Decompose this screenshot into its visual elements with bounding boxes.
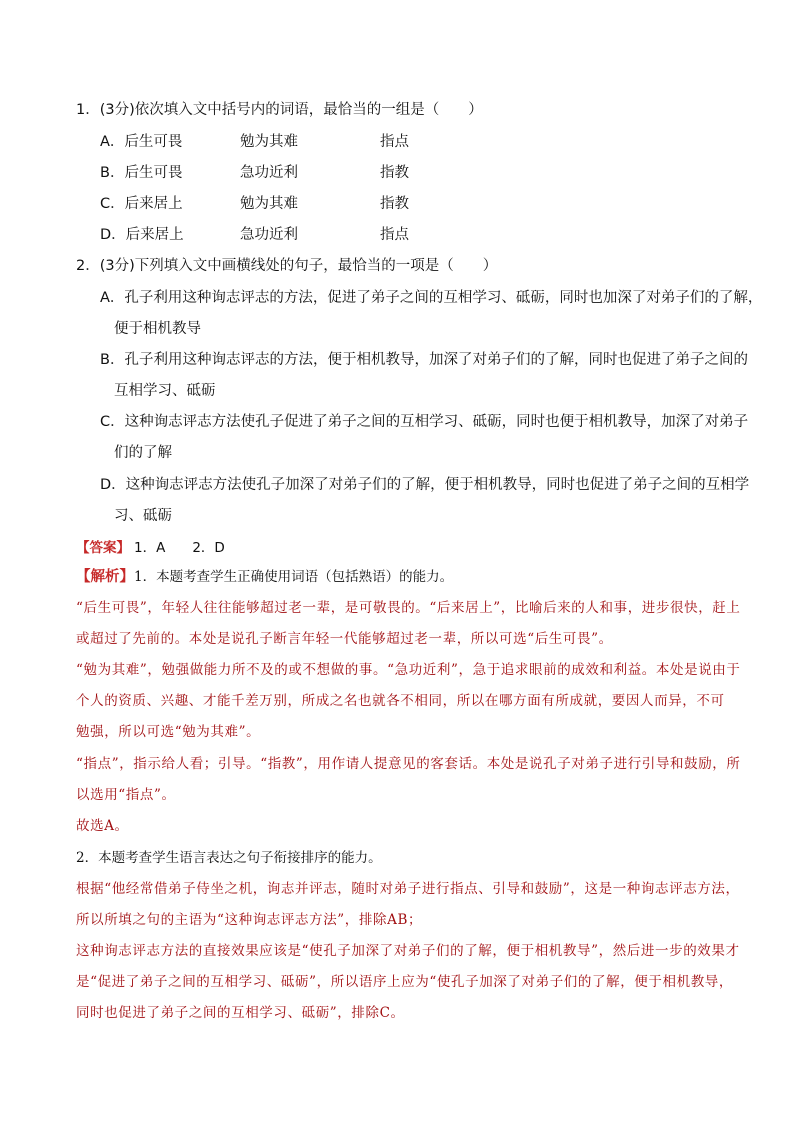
q2-option-d-line2: 习、砥砺 [114,508,172,524]
q1-option-d-col3: 指点 [380,227,409,243]
q1-option-c-col2: 勉为其难 [240,196,298,212]
analysis-line: “后生可畏”，年轻人往往能够超过老一辈，是可敬畏的。“后来居上”，比喻后来的人和事，进步很快，赶上 [76,600,741,616]
analysis-line: 以选用“指点”。 [76,787,176,803]
analysis-line: 或超过了先前的。本处是说孔子断言年轻一代能够超过老一辈，所以可选“后生可畏”。 [76,631,613,647]
analysis-line: 勉强，所以可选“勉为其难”。 [76,724,261,740]
q1-option-c-col3: 指教 [380,196,409,212]
q1-option-b-col1: B．后生可畏 [100,165,183,181]
q1-option-a-col1: A．后生可畏 [100,134,183,150]
analysis-line: 是“促进了弟子之间的互相学习、砥砺”，所以语序上应为“使孔子加深了对弟子们的了解，便于相机教导， [76,974,734,990]
analysis-first: 1．本题考查学生正确使用词语（包括熟语）的能力。 [134,569,454,585]
q1-option-b-col3: 指教 [380,165,409,181]
analysis-tag: 【解析】 [76,569,134,585]
analysis-line: 同时也促进了弟子之间的互相学习、砥砺”，排除C。 [76,1005,405,1021]
q1-option-d-col2: 急功近利 [240,227,298,243]
q2-option-d-line1: D．这种询志评志方法使孔子加深了对弟子们的了解，便于相机教导，同时也促进了弟子之间的互相学 [100,477,750,493]
q2-option-b-line2: 互相学习、砥砺 [114,383,216,399]
q1-option-a-col3: 指点 [380,134,409,150]
q1-option-b-col2: 急功近利 [240,165,298,181]
answer-line [76,538,225,558]
analysis-line: 2．本题考查学生语言表达之句子衔接排序的能力。 [76,850,382,866]
q1-option-d-col1: D．后来居上 [100,227,184,243]
q2-option-a-line2: 便于相机教导 [114,321,201,337]
analysis-line: 故选A。 [76,818,129,834]
q1-option-c-col1: C．后来居上 [100,196,183,212]
q2-option-b-line1: B．孔子利用这种询志评志的方法，便于相机教导，加深了对弟子们的了解，同时也促进了弟子之间的 [100,352,748,368]
q1-option-a-col2: 勉为其难 [240,134,298,150]
analysis-line: “指点”，指示给人看；引导。“指教”，用作请人提意见的客套话。本处是说孔子对弟子进行引导和鼓励，所 [76,756,741,772]
analysis-heading [76,567,453,587]
q2-option-c-line2: 们的了解 [114,445,172,461]
q2-option-a-line1: A．孔子利用这种询志评志的方法，促进了弟子之间的互相学习、砥砺，同时也加深了对弟子们的了解， [100,290,763,306]
q2-option-c-line1: C．这种询志评志方法使孔子促进了弟子之间的互相学习、砥砺，同时也便于相机教导，加深了对弟子 [100,414,749,430]
analysis-line: 所以所填之句的主语为“这种询志评志方法”，排除AB； [76,912,423,928]
analysis-line: 根据“他经常借弟子侍坐之机，询志并评志，随时对弟子进行指点、引导和鼓励”，这是一种询志评志方法， [76,881,740,897]
answer-value: 1．A 2．D [134,540,225,556]
question-2-stem: 2．(3分)下列填入文中画横线处的句子，最恰当的一项是（ ） [76,258,498,274]
analysis-line: 这种询志评志方法的直接效果应该是“使孔子加深了对弟子们的了解，便于相机教导”，然后进一步的效果才 [76,943,740,959]
analysis-line: “勉为其难”，勉强做能力所不及的或不想做的事。“急功近利”，急于追求眼前的成效和利益。本处是说由于 [76,662,741,678]
question-1-stem: 1．(3分)依次填入文中括号内的词语，最恰当的一组是（ ） [76,102,483,118]
answer-tag: 【答案】 [76,540,130,556]
analysis-line: 个人的资质、兴趣、才能千差万别，所成之名也就各不相同，所以在哪方面有所成就，要因人而异，不可 [76,693,725,709]
